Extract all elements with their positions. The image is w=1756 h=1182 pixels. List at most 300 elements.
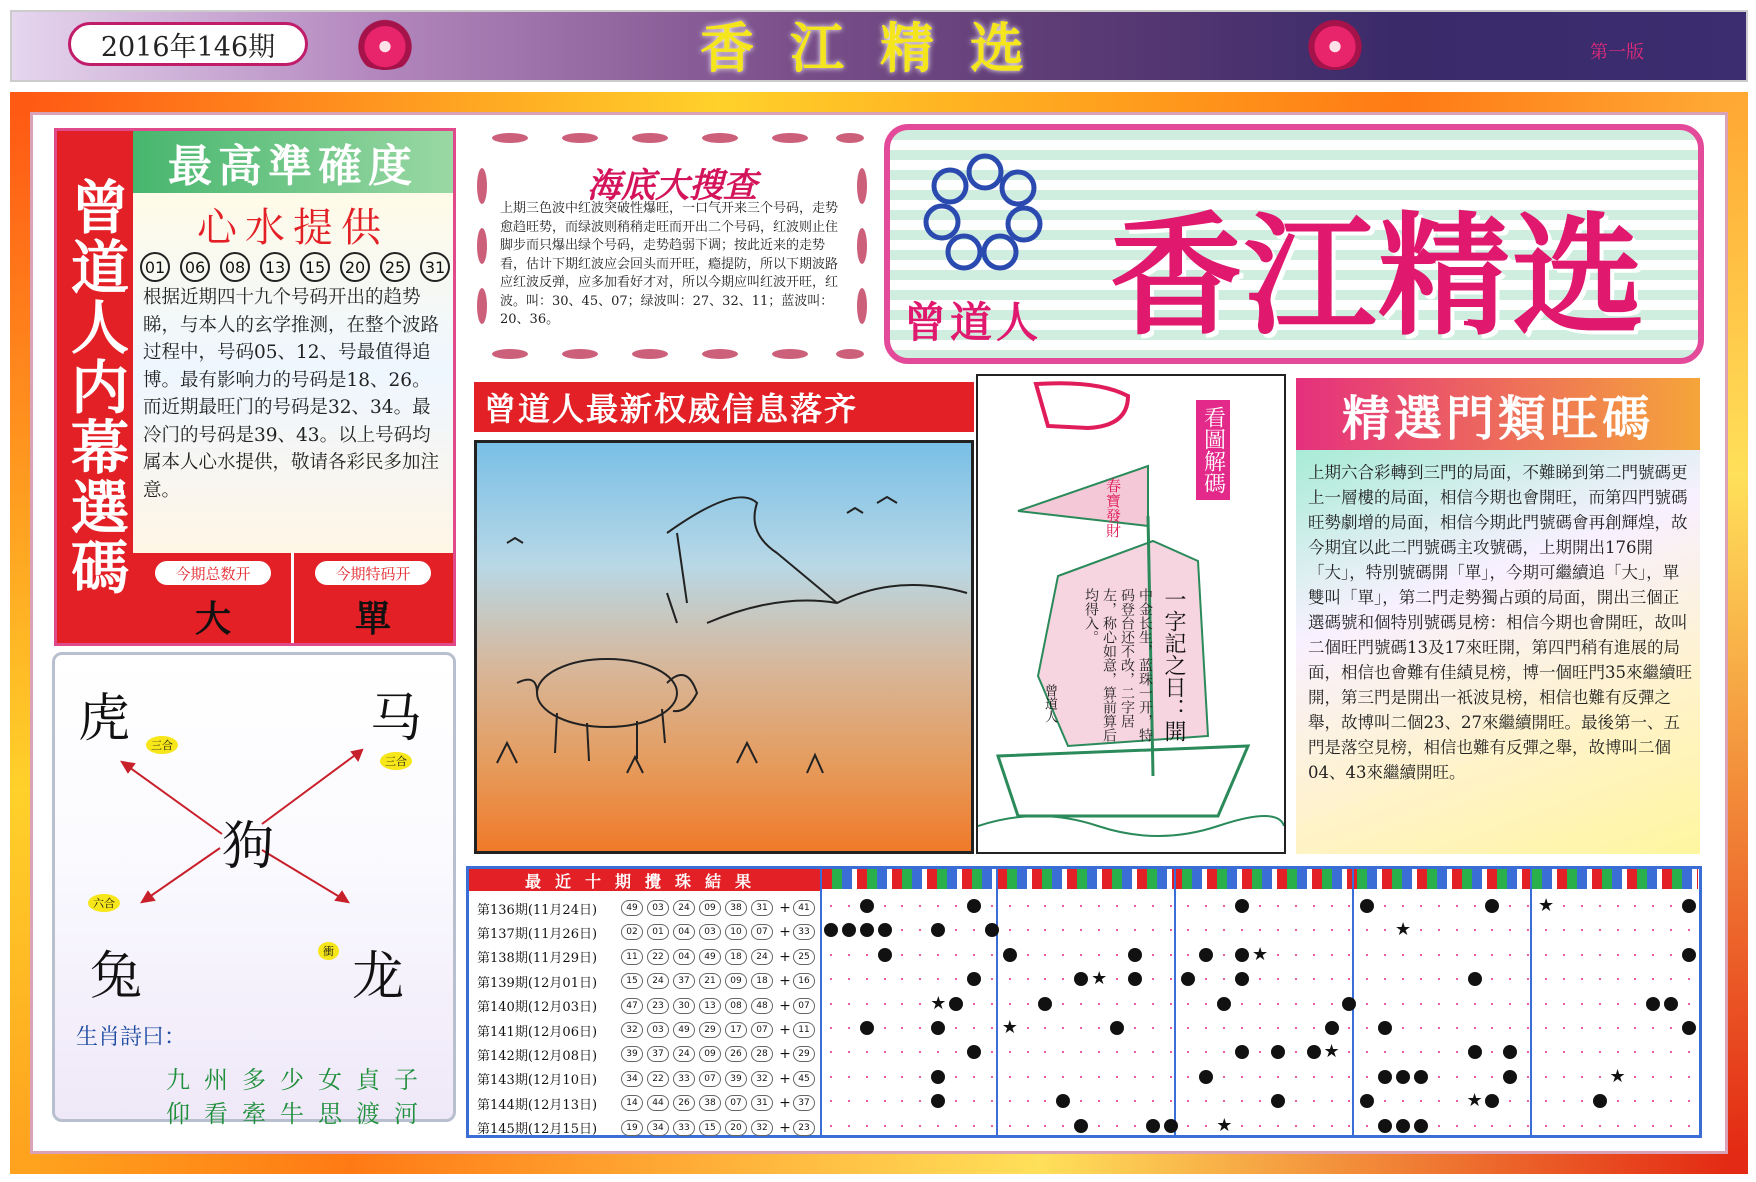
grid-dot xyxy=(1241,929,1243,931)
grid-dot xyxy=(919,1051,921,1053)
grid-dot xyxy=(1009,1100,1011,1102)
grid-dot xyxy=(1348,1100,1350,1102)
grid-dot xyxy=(1205,1003,1207,1005)
grid-dot xyxy=(1384,1051,1386,1053)
grid-dot xyxy=(848,1051,850,1053)
hit-ball xyxy=(1271,1045,1285,1059)
special-number: 07 xyxy=(793,998,815,1014)
grid-dot xyxy=(1009,1051,1011,1053)
grid-dot xyxy=(973,1003,975,1005)
grid-dot xyxy=(1545,929,1547,931)
grid-dot xyxy=(1044,954,1046,956)
grid-dot xyxy=(991,1076,993,1078)
zodiac-dog: 狗 xyxy=(222,817,275,877)
grid-dot xyxy=(1313,1125,1315,1127)
grid-dot xyxy=(1062,1027,1064,1029)
grid-dot xyxy=(1277,954,1279,956)
drawn-number: 15 xyxy=(621,973,643,989)
grid-dot xyxy=(919,1027,921,1029)
grid-dot xyxy=(1134,929,1136,931)
grid-dot xyxy=(1384,905,1386,907)
grid-dot xyxy=(1062,1125,1064,1127)
special-number: 37 xyxy=(793,1095,815,1111)
grid-dot xyxy=(1527,1003,1529,1005)
grid-dot xyxy=(1098,929,1100,931)
grid-dot xyxy=(1438,905,1440,907)
grid-dot xyxy=(955,1100,957,1102)
poem-title: 生肖詩曰： xyxy=(76,1025,187,1050)
plus-sign: + xyxy=(779,900,791,916)
grid-dot xyxy=(937,1125,939,1127)
hit-ball xyxy=(1307,1045,1321,1059)
sail-top-text: 春寶發財 xyxy=(1104,478,1122,538)
grid-dot xyxy=(1384,929,1386,931)
grid-dot xyxy=(1134,1003,1136,1005)
hit-ball xyxy=(1682,948,1696,962)
zone-text: 上期六合彩轉到三門的局面，不難睇到第二門號碼更上一層樓的局面，相信今期也會開旺，而第四門號碼旺勢劇增的局面，相信今期此門號碼會再創輝煌，故今期宜以此二門號碼主攻號碼，上期開出176開「大」，特別號碼開「單」，今期可繼續追「大」，單雙叫「單」，第二門走勢獨占頭的局面，開出三個正選碼號和個特別號碼見榜：相信今期也會開旺，故叫二個旺門號碼13及17來旺開，第四門稍有進展的局面，相信也會難有佳績見榜，博一個旺門35來繼續旺開，第三門是開出一祇波見榜，相信也難有反彈之舉，故博叫二個23、27來繼續開旺。最後第一、五門是落空見榜，相信也難有反彈之舉，故博叫二個04、43來繼續開旺。 xyxy=(1308,463,1692,782)
hit-ball xyxy=(1485,1094,1499,1108)
insider-vertical-title: 曾道人内幕選碼 xyxy=(57,131,133,643)
special-star-icon: ★ xyxy=(1001,1017,1018,1038)
special-number: 29 xyxy=(793,1046,815,1062)
grid-dot xyxy=(1617,905,1619,907)
grid-dot xyxy=(1420,1027,1422,1029)
grid-dot xyxy=(1456,1125,1458,1127)
grid-dot xyxy=(1259,978,1261,980)
grid-dot xyxy=(991,1051,993,1053)
special-star-icon: ★ xyxy=(1091,968,1108,990)
news-heading: 曾道人最新权威信息落齐 xyxy=(474,382,974,432)
grid-dot xyxy=(1670,1076,1672,1078)
grid-dot xyxy=(901,905,903,907)
hit-ball xyxy=(1414,1070,1428,1084)
drawn-number: 04 xyxy=(673,949,695,965)
grid-dot xyxy=(1581,929,1583,931)
grid-dot xyxy=(1331,1100,1333,1102)
hit-ball xyxy=(949,997,963,1011)
grid-dot xyxy=(1456,1027,1458,1029)
grid-dot xyxy=(1241,1100,1243,1102)
grid-dot xyxy=(1474,1076,1476,1078)
grid-dot xyxy=(1634,929,1636,931)
special-number: 23 xyxy=(793,1120,815,1136)
grid-dot xyxy=(1438,1100,1440,1102)
grid-dot xyxy=(1420,954,1422,956)
grid-dot xyxy=(1116,1076,1118,1078)
draw-label: 第142期(12月08日) xyxy=(477,1048,598,1064)
drawn-number: 48 xyxy=(751,998,773,1014)
grid-dot xyxy=(1527,929,1529,931)
grid-dot xyxy=(1545,1100,1547,1102)
grid-dot xyxy=(1170,1100,1172,1102)
trend-grid xyxy=(822,894,1698,1138)
grid-dot xyxy=(991,1003,993,1005)
zodiac-rabbit: 兔 xyxy=(90,947,143,1007)
grid-dot xyxy=(1313,905,1315,907)
grid-dot xyxy=(1438,1003,1440,1005)
plus-sign: + xyxy=(779,948,791,965)
rings-logo xyxy=(920,150,1050,280)
grid-dot xyxy=(1205,978,1207,980)
grid-dot xyxy=(1599,1125,1601,1127)
draw-label: 第145期(12月15日) xyxy=(477,1122,598,1138)
grid-dot xyxy=(901,1076,903,1078)
grid-dot xyxy=(1080,1076,1082,1078)
grid-dot xyxy=(1634,1100,1636,1102)
hit-ball xyxy=(1003,948,1017,962)
grid-dot xyxy=(1116,1100,1118,1102)
grid-dot xyxy=(919,1100,921,1102)
rose-icon xyxy=(1300,18,1370,70)
grid-dot xyxy=(1384,978,1386,980)
grid-dot xyxy=(1062,954,1064,956)
grid-dot xyxy=(1044,929,1046,931)
grid-dot xyxy=(1116,954,1118,956)
special-star-icon: ★ xyxy=(1466,1090,1483,1112)
hit-ball xyxy=(1181,972,1195,986)
grid-dot xyxy=(1581,1051,1583,1053)
grid-dot xyxy=(1223,905,1225,907)
grid-dot xyxy=(1617,929,1619,931)
grid-dot xyxy=(830,905,832,907)
grid-dot xyxy=(1098,905,1100,907)
hit-ball xyxy=(860,1021,874,1035)
grid-dot xyxy=(901,929,903,931)
grid-dot xyxy=(1563,1125,1565,1127)
sea-title: 海底大搜查 xyxy=(587,166,757,206)
grid-dot xyxy=(937,1051,939,1053)
hit-ball xyxy=(931,1070,945,1084)
grid-dot xyxy=(1581,1027,1583,1029)
grid-dot xyxy=(1134,1051,1136,1053)
grid-dot xyxy=(1384,1003,1386,1005)
grid-dot xyxy=(1366,1027,1368,1029)
grid-dot xyxy=(1509,929,1511,931)
grid-dot xyxy=(1617,1100,1619,1102)
tag-sanhe: 三合 xyxy=(146,736,178,754)
grid-dot xyxy=(1080,905,1082,907)
grid-dot xyxy=(884,905,886,907)
grid-dot xyxy=(1187,1027,1189,1029)
grid-dot xyxy=(1170,954,1172,956)
grid-dot xyxy=(1259,1076,1261,1078)
grid-dot xyxy=(1295,1100,1297,1102)
grid-dot xyxy=(973,1076,975,1078)
grid-dot xyxy=(1295,954,1297,956)
grid-dot xyxy=(1438,954,1440,956)
drawn-number: 15 xyxy=(699,1120,721,1136)
grid-dot xyxy=(1670,954,1672,956)
grid-dot xyxy=(848,1100,850,1102)
grid-dot xyxy=(1187,1076,1189,1078)
drawn-number: 09 xyxy=(699,900,721,916)
grid-dot xyxy=(1152,1100,1154,1102)
hit-ball xyxy=(1038,997,1052,1011)
grid-dot xyxy=(1313,1003,1315,1005)
sea-text: 上期三色波中红波突破性爆旺，一口气开来三个号码，走势愈趋旺势，而绿波则稍稍走旺而开出二个号码，红波则止住脚步而只爆出绿个号码，走势趋弱下调；按此近来的走势看，估计下期红波应会回头而开旺，瘾提防，所以下期波路应红波反弹，应多加看好才对，所以今期应叫红波开旺，红波。叫：30、45、07；绿波叫：27、32、11；蓝波叫：20、36。 xyxy=(500,201,839,327)
grid-dot xyxy=(1527,1051,1529,1053)
drawn-number: 07 xyxy=(699,1071,721,1087)
grid-dot xyxy=(1170,1003,1172,1005)
grid-dot xyxy=(1331,1003,1333,1005)
hit-ball xyxy=(1360,899,1374,913)
hit-ball xyxy=(1146,1119,1160,1133)
drawn-number: 33 xyxy=(673,1071,695,1087)
grid-dot xyxy=(1652,1100,1654,1102)
grid-dot xyxy=(1044,1076,1046,1078)
grid-dot xyxy=(955,978,957,980)
grid-dot xyxy=(1456,1051,1458,1053)
grid-dot xyxy=(1009,929,1011,931)
grid-dot xyxy=(1205,1027,1207,1029)
hit-ball xyxy=(1396,1119,1410,1133)
grid-dot xyxy=(955,1027,957,1029)
number-ball: 06 xyxy=(180,252,210,282)
drawn-number: 18 xyxy=(725,949,747,965)
hit-ball xyxy=(1199,1070,1213,1084)
special-star-icon: ★ xyxy=(1395,919,1412,941)
drawn-number: 31 xyxy=(751,1095,773,1111)
hit-ball xyxy=(1468,972,1482,986)
grid-dot xyxy=(901,1003,903,1005)
grid-dot xyxy=(1617,1003,1619,1005)
grid-dot xyxy=(1456,954,1458,956)
grid-dot xyxy=(1009,1076,1011,1078)
grid-dot xyxy=(955,1125,957,1127)
grid-dot xyxy=(1420,1100,1422,1102)
grid-dot xyxy=(1170,929,1172,931)
drawn-number: 02 xyxy=(621,924,643,940)
drawn-number: 03 xyxy=(647,1022,669,1038)
grid-dot xyxy=(1599,1051,1601,1053)
results-heading: 最近十期攪珠結果 xyxy=(469,869,821,891)
hit-ball xyxy=(878,948,892,962)
grid-dot xyxy=(919,978,921,980)
grid-dot xyxy=(1581,1003,1583,1005)
drawn-number: 19 xyxy=(621,1120,643,1136)
grid-dot xyxy=(1170,978,1172,980)
grid-dot xyxy=(1545,1051,1547,1053)
hit-ball xyxy=(1235,948,1249,962)
grid-dot xyxy=(1670,1051,1672,1053)
hit-ball xyxy=(931,1094,945,1108)
grid-dot xyxy=(1527,1076,1529,1078)
draw-label: 第141期(12月06日) xyxy=(477,1024,598,1040)
grid-dot xyxy=(1438,929,1440,931)
grid-dot xyxy=(1652,929,1654,931)
tip-subheading: 心水提供 xyxy=(197,205,389,251)
grid-dot xyxy=(1527,905,1529,907)
grid-dot xyxy=(991,1100,993,1102)
grid-dot xyxy=(830,1027,832,1029)
grid-dot xyxy=(1652,978,1654,980)
grid-dot xyxy=(1259,1051,1261,1053)
draw-label: 第140期(12月03日) xyxy=(477,1000,598,1016)
grid-dot xyxy=(1241,1076,1243,1078)
grid-dot xyxy=(1187,1100,1189,1102)
grid-dot xyxy=(1223,1027,1225,1029)
special-number: 11 xyxy=(793,1022,815,1038)
grid-dot xyxy=(901,1125,903,1127)
drawn-number: 39 xyxy=(621,1046,643,1062)
grid-dot xyxy=(1187,905,1189,907)
grid-dot xyxy=(973,1027,975,1029)
grid-dot xyxy=(973,929,975,931)
drawn-number: 18 xyxy=(751,973,773,989)
grid-dot xyxy=(1688,1076,1690,1078)
drawn-number: 44 xyxy=(647,1095,669,1111)
zone-heading: 精選門類旺碼 xyxy=(1296,378,1700,450)
zodiac-tiger: 虎 xyxy=(78,689,131,749)
grid-dot xyxy=(1098,1076,1100,1078)
drawn-number: 22 xyxy=(647,1071,669,1087)
grid-dot xyxy=(1617,978,1619,980)
grid-dot xyxy=(1134,1027,1136,1029)
drawn-number: 49 xyxy=(621,900,643,916)
total-label: 今期总数开 xyxy=(155,561,271,585)
drawn-number: 26 xyxy=(673,1095,695,1111)
grid-dot xyxy=(1402,1003,1404,1005)
grid-dot xyxy=(1688,1051,1690,1053)
grid-dot xyxy=(1599,929,1601,931)
grid-dot xyxy=(830,978,832,980)
grid-dot xyxy=(1599,978,1601,980)
grid-dot xyxy=(1044,1027,1046,1029)
grid-dot xyxy=(1402,1027,1404,1029)
grid-dot xyxy=(1581,978,1583,980)
grid-dot xyxy=(991,978,993,980)
grid-dot xyxy=(1456,978,1458,980)
drawn-number: 37 xyxy=(647,1046,669,1062)
hit-ball xyxy=(1235,972,1249,986)
hit-ball xyxy=(1485,899,1499,913)
grid-dot xyxy=(955,929,957,931)
drawn-number: 20 xyxy=(725,1120,747,1136)
grid-dot xyxy=(1116,1125,1118,1127)
number-ball: 13 xyxy=(260,252,290,282)
grid-dot xyxy=(1456,1003,1458,1005)
grid-dot xyxy=(1474,954,1476,956)
grid-dot xyxy=(1223,929,1225,931)
draw-label: 第137期(11月26日) xyxy=(477,926,598,942)
drawn-number: 49 xyxy=(673,1022,695,1038)
drawn-number: 13 xyxy=(699,998,721,1014)
grid-dot xyxy=(1205,1051,1207,1053)
grid-dot xyxy=(1116,1003,1118,1005)
grid-dot xyxy=(1366,978,1368,980)
grid-dot xyxy=(1295,978,1297,980)
pointing-hand-icon xyxy=(1036,383,1128,428)
grid-dot xyxy=(1402,954,1404,956)
grid-dot xyxy=(1116,1051,1118,1053)
grid-dot xyxy=(1509,1100,1511,1102)
hit-ball xyxy=(1503,1045,1517,1059)
grid-dot xyxy=(1527,1027,1529,1029)
grid-dot xyxy=(1491,1125,1493,1127)
grid-dot xyxy=(848,1027,850,1029)
grid-dot xyxy=(1384,954,1386,956)
grid-dot xyxy=(1098,1027,1100,1029)
plus-sign: + xyxy=(779,997,791,1014)
hit-ball xyxy=(967,972,981,986)
grid-dot xyxy=(1384,1100,1386,1102)
draw-label: 第138期(11月29日) xyxy=(477,951,598,967)
grid-dot xyxy=(1295,929,1297,931)
grid-dot xyxy=(830,1125,832,1127)
grid-dot xyxy=(1581,1076,1583,1078)
grid-dot xyxy=(1062,1003,1064,1005)
grid-dot xyxy=(1098,1125,1100,1127)
grid-dot xyxy=(1259,1125,1261,1127)
hit-ball xyxy=(1056,1094,1070,1108)
grid-dot xyxy=(1402,1051,1404,1053)
grid-dot xyxy=(1366,929,1368,931)
grid-dot xyxy=(1027,1100,1029,1102)
grid-dot xyxy=(884,1003,886,1005)
grid-dot xyxy=(1295,905,1297,907)
grid-dot xyxy=(1277,1027,1279,1029)
hit-ball xyxy=(1199,948,1213,962)
grid-dot xyxy=(1634,954,1636,956)
grid-dot xyxy=(1420,1003,1422,1005)
grid-dot xyxy=(1474,929,1476,931)
grid-dot xyxy=(1331,905,1333,907)
draw-label: 第144期(12月13日) xyxy=(477,1097,598,1113)
grid-dot xyxy=(1563,978,1565,980)
grid-dot xyxy=(1420,1051,1422,1053)
grid-dot xyxy=(1259,929,1261,931)
grid-dot xyxy=(1241,1027,1243,1029)
plus-sign: + xyxy=(779,1119,791,1136)
hit-ball xyxy=(1235,899,1249,913)
grid-dot xyxy=(1205,1125,1207,1127)
grid-dot xyxy=(1062,905,1064,907)
grid-dot xyxy=(1152,905,1154,907)
grid-dot xyxy=(1348,954,1350,956)
hit-ball xyxy=(1682,899,1696,913)
grid-dot xyxy=(1456,1076,1458,1078)
grid-dot xyxy=(1187,1003,1189,1005)
grid-dot xyxy=(866,1125,868,1127)
drawn-number: 26 xyxy=(725,1046,747,1062)
grid-dot xyxy=(1009,905,1011,907)
grid-dot xyxy=(1527,954,1529,956)
tag-chong: 衝 xyxy=(318,942,339,960)
grid-dot xyxy=(1474,1125,1476,1127)
grid-dot xyxy=(1456,905,1458,907)
signature: 曾道人 xyxy=(1042,684,1057,723)
grid-dot xyxy=(1331,978,1333,980)
hit-ball xyxy=(1414,1119,1428,1133)
grid-dot xyxy=(1527,1100,1529,1102)
drawn-number: 32 xyxy=(751,1120,773,1136)
hit-ball xyxy=(1235,1045,1249,1059)
grid-dot xyxy=(1062,1076,1064,1078)
grid-dot xyxy=(1223,954,1225,956)
sketch-illustration xyxy=(477,443,971,851)
grid-dot xyxy=(991,1027,993,1029)
grid-dot xyxy=(1152,1076,1154,1078)
grid-dot xyxy=(1634,1003,1636,1005)
grid-dot xyxy=(1563,905,1565,907)
grid-dot xyxy=(1098,1051,1100,1053)
grid-dot xyxy=(1098,1003,1100,1005)
drawn-number: 09 xyxy=(725,973,747,989)
grid-dot xyxy=(1295,1051,1297,1053)
number-ball: 15 xyxy=(300,252,330,282)
grid-dot xyxy=(1313,1076,1315,1078)
grid-dot xyxy=(830,1076,832,1078)
